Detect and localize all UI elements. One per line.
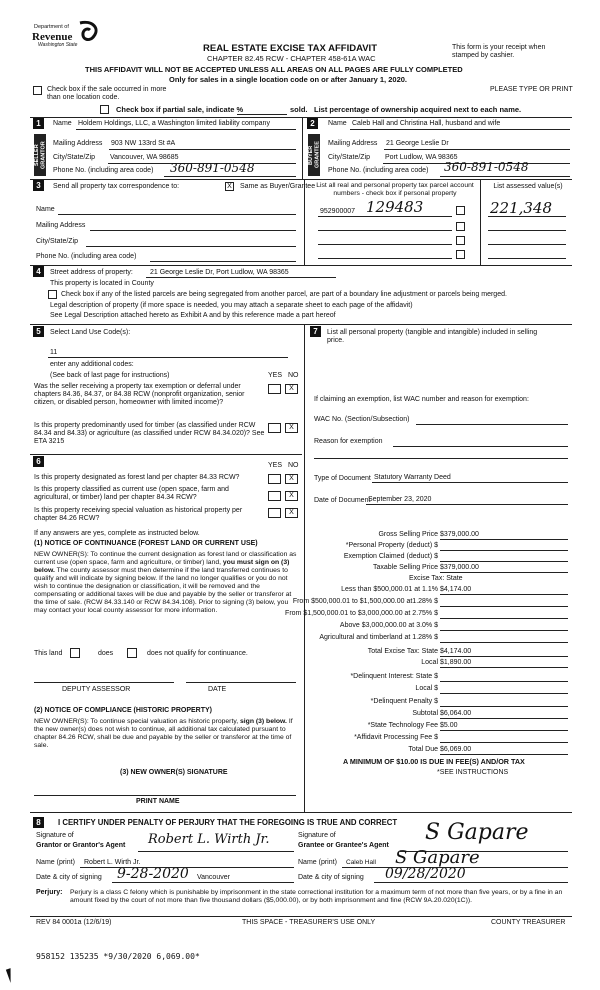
buyer-name-label: Name (328, 120, 347, 127)
gross-label: Gross Selling Price (378, 531, 438, 538)
affidavit-fee-label: *Affidavit Processing Fee $ (354, 734, 438, 741)
forest-no-box[interactable]: X (285, 474, 298, 484)
notice-continuance-text (34, 551, 302, 615)
seller-mailing-label: Mailing Address (53, 140, 103, 147)
segregated-label: Check box if any of the listed parcels are being segregated from another parcel, are part of a boundary line adjustment or parcels being merged. (61, 291, 507, 298)
grantee-name-handwritten[interactable]: S Gapare (395, 847, 480, 868)
parcel-personal-checkbox-4[interactable] (456, 250, 465, 259)
legal-description-label: Legal description of property (if more space is needed, you may attach a separate sheet to each page of the affidavit) (50, 302, 413, 309)
cursor-icon (6, 967, 18, 983)
notice-continuance-title: (1) NOTICE OF CONTINUANCE (FOREST LAND OR CURRENT USE) (34, 540, 258, 547)
grantor-name[interactable]: Robert L. Wirth Jr. (84, 859, 141, 866)
tier1-label: Less than $500,000.01 at 1.1% (341, 586, 438, 593)
taxable-label: Taxable Selling Price (373, 564, 438, 571)
exemption-question: Was the seller receiving a property tax exemption or deferral under chapters 84.36, 84.37, or 84.38 RCW (nonprofit organization, senior citizen, or disabled person, homeowner with limited income)? (34, 383, 245, 407)
gross-value[interactable]: $379,000.00 (440, 531, 479, 538)
delinquent-state-label: *Delinquent Interest: State $ (350, 673, 438, 680)
agri-label: Agricultural and timberland at 1.28% $ (319, 634, 438, 641)
n1-text-bold: you must sign on (3) below. (34, 559, 290, 575)
s6-no-header: NO (288, 462, 299, 469)
assessed-header: List assessed value(s) (493, 183, 563, 190)
treasurer-space-label: THIS SPACE - TREASURER'S USE ONLY (242, 919, 376, 926)
does-not-checkbox[interactable] (127, 648, 137, 658)
parcel-number-printed[interactable]: 952900007 (320, 208, 356, 215)
land-use-no-header: NO (288, 372, 299, 379)
land-use-code[interactable]: 11 (50, 349, 58, 356)
grantor-signature[interactable]: Robert L. Wirth Jr. (148, 832, 270, 847)
historic-no-box[interactable]: X (285, 508, 298, 518)
grantee-date[interactable]: 09/28/2020 (385, 866, 466, 882)
single-location-note: Only for sales in a single location code on or after January 1, 2020. (169, 75, 407, 84)
buyer-name[interactable]: Caleb Hall and Christina Hall, husband and wife (352, 120, 501, 127)
taxable-value[interactable]: $379,000.00 (440, 564, 479, 571)
corr-name-label: Name (36, 206, 55, 213)
receipt-note: This form is your receipt when stamped by cashier. (452, 44, 546, 60)
county-line: This property is located in County (50, 280, 154, 287)
property-address-label: Street address of property: (50, 269, 133, 276)
perjury-label: Perjury: (36, 889, 63, 896)
does-label: does (98, 650, 114, 657)
seller-phone-label: Phone No. (including area code) (53, 167, 154, 174)
current-use-yes-box[interactable] (268, 491, 281, 501)
doc-date-label: Date of Document (314, 497, 371, 504)
subtotal-value[interactable]: $6,064.00 (440, 710, 472, 717)
section-8-number: 8 (33, 817, 44, 828)
multi-location-checkbox[interactable] (33, 86, 42, 95)
property-address[interactable]: 21 George Leslie Dr, Port Ludlow, WA 98365 (150, 269, 289, 276)
s6-yes-header: YES (268, 462, 283, 469)
multi-location-label: Check box if the sale occurred in more than one location code. (47, 86, 167, 102)
does-not-label: does not qualify for continuance. (147, 650, 248, 657)
timber-yes-box[interactable] (268, 423, 281, 433)
section-2-number: 2 (307, 118, 318, 129)
completion-warning: THIS AFFIDAVIT WILL NOT BE ACCEPTED UNLESS ALL AREAS ON ALL PAGES ARE FULLY COMPLETED (85, 65, 463, 74)
section-3-number: 3 (33, 180, 44, 191)
forest-question: Is this property designated as forest land per chapter 84.33 RCW? (34, 474, 240, 481)
subtotal-label: Subtotal (412, 710, 438, 717)
seller-name[interactable]: Holdem Holdings, LLC, a Washington limited liability company (78, 120, 270, 127)
current-use-question: Is this property classified as current use (open space, farm and agricultural, or timber) land per chapter 84.34 RCW? (34, 486, 229, 502)
grantee-name-label: Name (print) (298, 859, 337, 866)
timber-question: Is this property predominantly used for timber (as classified under RCW 84.34 and 84.33) or agriculture (as classified under RCW 84.34.020)? See ETA 3215 (34, 422, 265, 446)
grantee-date-label: Date & city of signing (298, 874, 364, 881)
exemption-no-box[interactable]: X (285, 384, 298, 394)
n2-text-a: NEW OWNER(S): To continue special valuation as historic property, (34, 718, 239, 725)
certify-statement: I CERTIFY UNDER PENALTY OF PERJURY THAT THE FOREGOING IS TRUE AND CORRECT (58, 818, 398, 827)
buyer-side-label: BUYER GRANTEE (308, 134, 320, 176)
sold-label: sold. (290, 105, 308, 114)
tier1-value[interactable]: $4,174.00 (440, 586, 472, 593)
exemption-claim-label: If claiming an exemption, list WAC number and reason for exemption: (314, 396, 529, 403)
total-state-value[interactable]: $4,174.00 (440, 648, 472, 655)
notice-compliance-title: (2) NOTICE OF COMPLIANCE (HISTORIC PROPERTY) (34, 707, 212, 714)
parcel-header: List all real and personal property tax parcel account numbers - check box if personal property (316, 182, 474, 197)
reason-label: Reason for exemption (314, 438, 383, 445)
tech-fee-label: *State Technology Fee (367, 722, 438, 729)
form-subtitle: CHAPTER 82.45 RCW - CHAPTER 458-61A WAC (207, 54, 376, 63)
historic-question: Is this property receiving special valuation as historical property per chapter 84.26 RCW? (34, 507, 243, 523)
exemption-yes-box[interactable] (268, 384, 281, 394)
section-5-number: 5 (33, 326, 44, 337)
excise-label: Excise Tax: State (409, 575, 463, 582)
parcel-personal-checkbox-1[interactable] (456, 206, 465, 215)
grantor-name-label: Name (print) (36, 859, 75, 866)
perjury-text: Perjury is a class C felony which is punishable by imprisonment in the state correctional institution for a maximum term of not more than five years, or by a fine in an amount fixed by the court of not more than five thousand dollars ($5,000.00), or by both imprisonment and fine (RCW 9A.20.020(1C)). (70, 889, 563, 905)
personal-deduct-label: *Personal Property (deduct) $ (345, 542, 438, 549)
buyer-phone[interactable]: 360-891-0548 (444, 160, 529, 174)
buyer-mailing-label: Mailing Address (328, 140, 378, 147)
n2-text-b: If the new owner(s) does not wish to continue, all additional tax calculated pursuant to chapter 84.26 RCW, shall be due and payable by the seller or transferor at the time of sale. (34, 718, 293, 750)
form-number: REV 84 0001a (12/6/19) (36, 919, 112, 926)
n2-text-bold: sign (3) below. (240, 718, 287, 725)
see-back-note: (See back of last page for instructions) (50, 372, 170, 379)
grantee-name[interactable]: Caleb Hall (346, 859, 376, 866)
assessed-value-handwritten[interactable]: 221,348 (490, 199, 553, 217)
grantor-date[interactable]: 9-28-2020 (117, 866, 189, 882)
print-name-label: PRINT NAME (136, 798, 180, 805)
parcel-personal-checkbox-2[interactable] (456, 222, 465, 231)
section-6-number: 6 (33, 456, 44, 467)
correspondence-label: Send all property tax correspondence to: (53, 183, 180, 190)
grantor-sig-label-a: Signature of (36, 832, 74, 839)
buyer-city[interactable]: Port Ludlow, WA 98365 (385, 154, 458, 161)
historic-yes-box[interactable] (268, 508, 281, 518)
minimum-due-note: A MINIMUM OF $10.00 IS DUE IN FEE(S) AND/OR TAX (343, 757, 525, 766)
grantee-signature[interactable]: S Gapare (425, 820, 529, 845)
does-checkbox[interactable] (70, 648, 80, 658)
agency-name: Revenue (32, 31, 73, 43)
seller-city-label: City/State/Zip (53, 154, 96, 161)
percentage-note: List percentage of ownership acquired next to each name. (314, 105, 522, 114)
county-treasurer-label: COUNTY TREASURER (491, 919, 566, 926)
segregated-checkbox[interactable] (48, 290, 57, 299)
new-owner-signature-title: (3) NEW OWNER(S) SIGNATURE (120, 769, 228, 776)
seller-mailing[interactable]: 903 NW 133rd St #A (111, 140, 176, 147)
if-yes-note: If any answers are yes, complete as instructed below. (34, 530, 200, 537)
doc-type[interactable]: Statutory Warranty Deed (374, 474, 451, 481)
total-due-label: Total Due (408, 746, 438, 753)
partial-sale-label: Check box if partial sale, indicate % (116, 105, 244, 114)
timber-no-box[interactable]: X (285, 423, 298, 433)
see-instructions: *SEE INSTRUCTIONS (437, 769, 509, 776)
corr-city-label: City/State/Zip (36, 238, 79, 245)
delinquent-local-label: Local $ (415, 685, 438, 692)
corr-phone-label: Phone No. (including area code) (36, 253, 137, 260)
tech-fee-value[interactable]: $5.00 (440, 722, 458, 729)
n1-text-a: NEW OWNER(S): To continue the current designation as forest land or classification as current use (open space, farm and agriculture, or timber) land, (34, 551, 297, 567)
personal-property-label: List all personal property (tangible and intangible) included in selling price. (327, 329, 538, 345)
section-7-number: 7 (310, 326, 321, 337)
section-1-number: 1 (33, 118, 44, 129)
additional-codes-label: enter any additional codes: (50, 361, 134, 368)
grantee-sig-label-b: Grantee or Grantee's Agent (298, 842, 389, 849)
legal-description-attached: See Legal Description attached hereto as Exhibit A and by this reference made a part hereof (50, 312, 336, 319)
wac-no-label: WAC No. (Section/Subsection) (314, 416, 410, 423)
grantor-sig-label-b: Grantor or Grantor's Agent (36, 842, 126, 849)
tier3-label: From $1,500,000.01 to $3,000,000.00 at 2.75% $ (285, 610, 438, 617)
partial-sale-checkbox[interactable] (100, 105, 109, 114)
tier4-label: Above $3,000,000.00 at 3.0% $ (339, 622, 438, 629)
cashier-stamp: 958152 135235 *9/30/2020 6,069.00* (36, 952, 200, 961)
tier2-label: From $500,000.01 to $1,500,000.00 at1.28% $ (292, 598, 438, 605)
grantor-date-label: Date & city of signing (36, 874, 102, 881)
agency-state: Washington State (38, 42, 78, 48)
this-land-label: This land (34, 650, 63, 657)
buyer-phone-label: Phone No. (including area code) (328, 167, 429, 174)
grantee-sig-label-a: Signature of (298, 832, 336, 839)
same-as-buyer-checkbox[interactable]: X (225, 182, 234, 191)
deputy-date-label: DATE (208, 686, 227, 693)
seller-name-label: Name (53, 120, 72, 127)
exemption-deduct-label: Exemption Claimed (deduct) $ (343, 553, 438, 560)
deputy-assessor-label: DEPUTY ASSESSOR (62, 686, 131, 693)
local-label: Local (421, 659, 438, 666)
land-use-label: Select Land Use Code(s): (50, 329, 131, 336)
buyer-city-label: City/State/Zip (328, 154, 371, 161)
form-title: REAL ESTATE EXCISE TAX AFFIDAVIT (203, 43, 378, 54)
land-use-yes-header: YES (268, 372, 283, 379)
local-value[interactable]: $1,890.00 (440, 659, 472, 666)
notice-compliance-text (34, 718, 302, 750)
seller-phone[interactable]: 360-891-0548 (170, 161, 255, 175)
doc-date[interactable]: September 23, 2020 (368, 496, 432, 503)
total-state-label: Total Excise Tax: State (367, 648, 438, 655)
doc-type-label: Type of Document (314, 475, 371, 482)
seller-side-label: SELLER GRANTOR (34, 134, 46, 176)
current-use-no-box[interactable]: X (285, 491, 298, 501)
delinquent-penalty-label: *Delinquent Penalty $ (370, 698, 438, 705)
forest-yes-box[interactable] (268, 474, 281, 484)
parcel-personal-checkbox-3[interactable] (456, 236, 465, 245)
please-type: PLEASE TYPE OR PRINT (490, 86, 573, 93)
n1-text-b: The county assessor must then determine if the land transferred continues to qualify and will indicate by signing below. If the land no longer qualifies or you do not wish to continue the designation or classification, it will be removed and the compensating or additional taxes will be due and payable by the seller or transferor at the time of sale. (RCW 84.33.140 or RCW 84.34.108). Prior to signing (3) below, you may contact your local county assessor for more information. (34, 567, 292, 615)
grantor-city[interactable]: Vancouver (197, 874, 230, 881)
buyer-mailing[interactable]: 21 George Leslie Dr (386, 140, 449, 147)
agency-top: Department of (34, 24, 69, 30)
corr-mailing-label: Mailing Address (36, 222, 86, 229)
parcel-number-handwritten[interactable]: 129483 (366, 198, 424, 216)
revenue-logo (30, 20, 100, 52)
section-4-number: 4 (33, 266, 44, 277)
seller-city[interactable]: Vancouver, WA 98685 (110, 154, 179, 161)
same-as-buyer-label: Same as Buyer/Grantee (240, 183, 316, 190)
total-due-value[interactable]: $6,069.00 (440, 746, 472, 753)
